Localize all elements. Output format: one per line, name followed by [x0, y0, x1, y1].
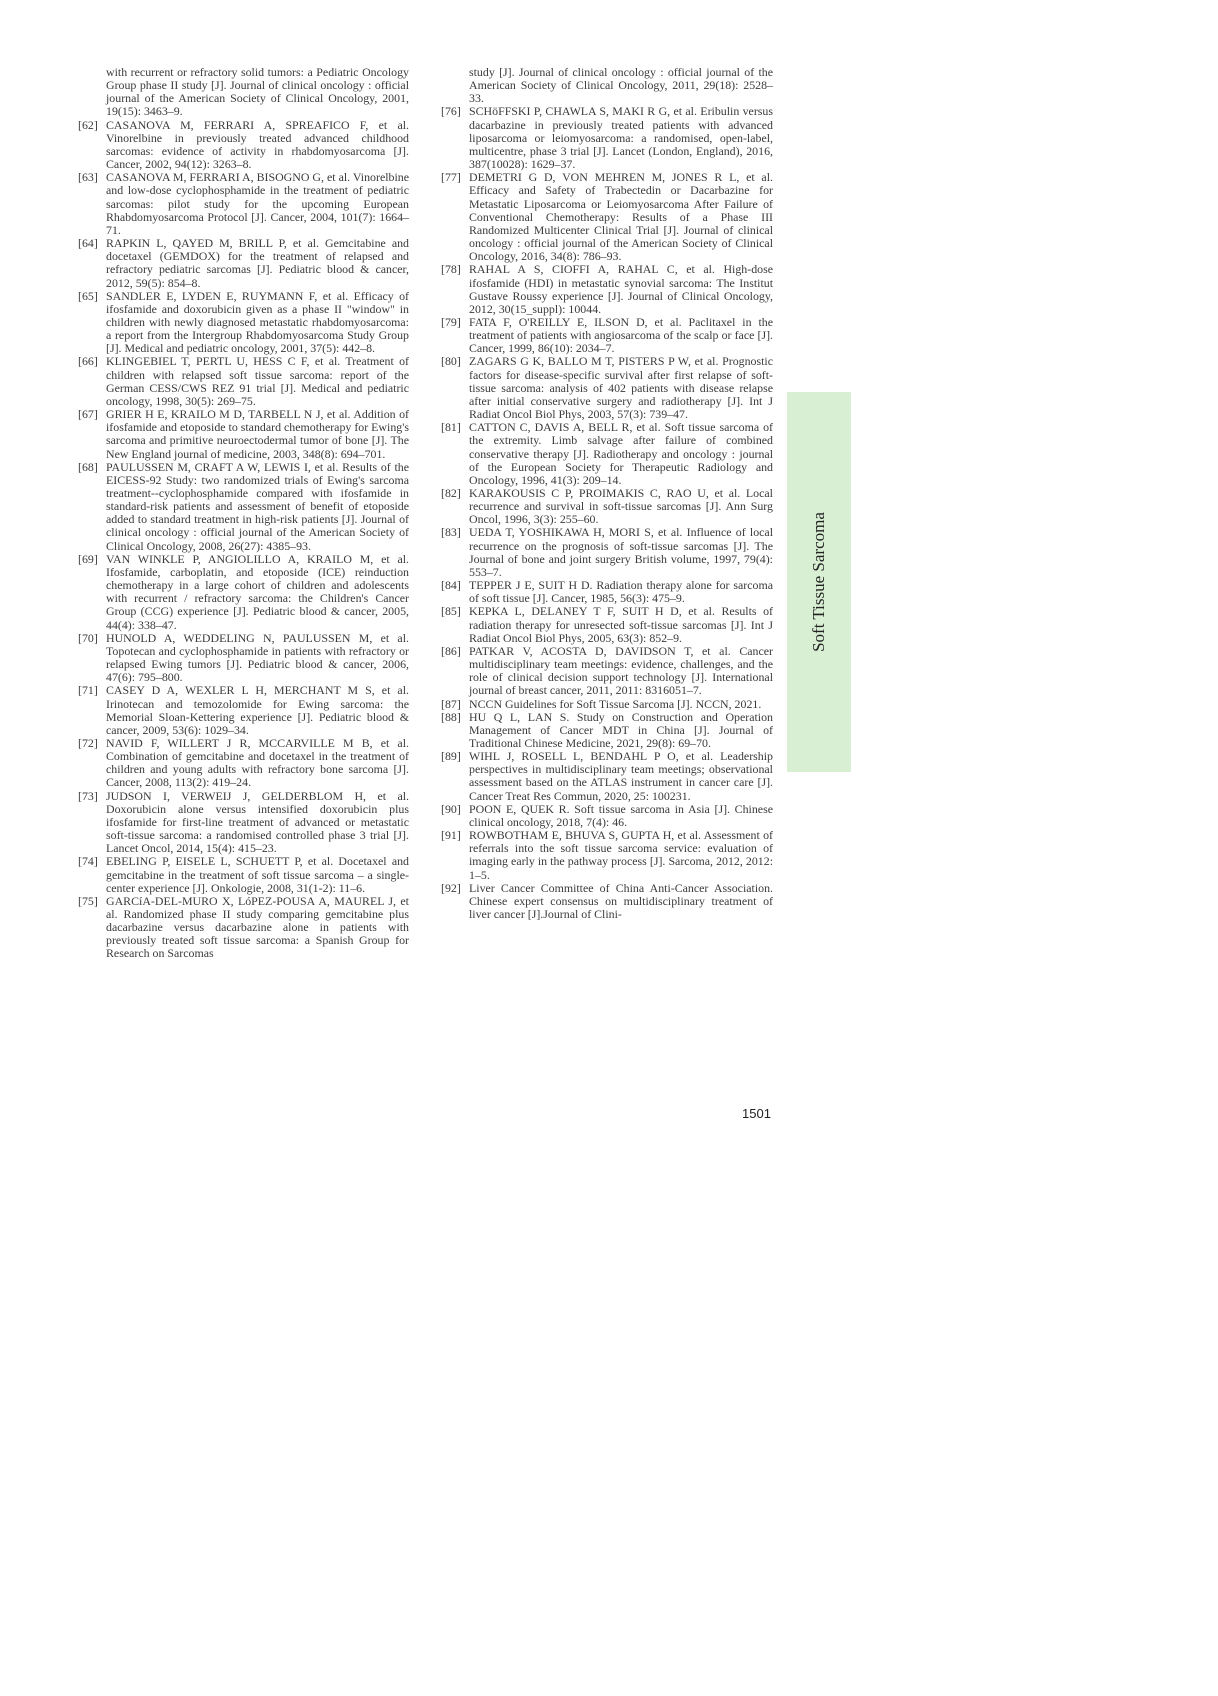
- reference-continuation: with recurrent or refractory solid tumors: a Pediatric Oncology Group phase II study [J]. Journal of clinical oncology : official journal of the American Society of Clinical Oncology, 2001, 19(15): 3463–9.: [106, 65, 409, 119]
- reference-item: [441, 263, 773, 316]
- reference-item: [78, 408, 409, 461]
- reference-text: CASANOVA M, FERRARI A, SPREAFICO F, et al. Vinorelbine in previously treated advanced childhood sarcomas: evidence of activity in rhabdomyosarcoma [J]. Cancer, 2002, 94(12): 3263–8.: [106, 117, 409, 172]
- reference-number: [90]: [441, 801, 461, 816]
- reference-text: UEDA T, YOSHIKAWA H, MORI S, et al. Influence of local recurrence on the prognosis of soft-tissue sarcomas [J]. The Journal of bone and joint surgery British volume, 1997, 79(4): 553–7.: [469, 525, 773, 579]
- reference-text: PATKAR V, ACOSTA D, DAVIDSON T, et al. Cancer multidisciplinary team meetings: evidence, challenges, and the role of clinical decision support technology [J]. International journal of breast cancer, 2011, 2011: 8316051–7.: [469, 643, 773, 698]
- reference-item: [441, 698, 773, 711]
- reference-text: ZAGARS G K, BALLO M T, PISTERS P W, et al. Prognostic factors for disease-specific survival after first relapse of soft-tissue sarcoma: analysis of 402 patients with disease relapse after initial conservative surgery and radiotherapy [J]. Int J Radiat Oncol Biol Phys, 2003, 57(3): 739–47.: [469, 354, 773, 422]
- reference-item: [441, 750, 773, 803]
- reference-number: [66]: [78, 354, 98, 369]
- section-side-tab-label: Soft Tissue Sarcoma: [809, 512, 828, 652]
- reference-number: [92]: [441, 880, 461, 895]
- reference-number: [65]: [78, 288, 98, 303]
- reference-item: [78, 855, 409, 894]
- reference-text: VAN WINKLE P, ANGIOLILLO A, KRAILO M, et al. Ifosfamide, carboplatin, and etoposide (ICE) reinduction chemotherapy in a large cohort of children and adolescents with recurrent / refractory sarcoma: the Children's Cancer Group (CCG) experience [J]. Pediatric blood & cancer, 2005, 44(4): 338–47.: [106, 551, 409, 632]
- section-side-tab: [787, 392, 851, 772]
- right-reference-column: [441, 66, 773, 921]
- reference-item: [441, 803, 773, 829]
- reference-number: [88]: [441, 709, 461, 724]
- reference-text: CATTON C, DAVIS A, BELL R, et al. Soft tissue sarcoma of the extremity. Limb salvage after failure of combined conservative therapy [J]. Radiotherapy and oncology : journal of the European Society for Therapeutic Radiology and Oncology, 1996, 41(3): 209–14.: [469, 420, 773, 487]
- reference-number: [68]: [78, 459, 98, 474]
- reference-text: EBELING P, EISELE L, SCHUETT P, et al. Docetaxel and gemcitabine in the treatment of soft tissue sarcoma – a single-center experience [J]. Onkologie, 2008, 31(1-2): 11–6.: [106, 854, 409, 895]
- reference-number: [67]: [78, 407, 98, 422]
- reference-number: [71]: [78, 683, 98, 698]
- reference-number: [91]: [441, 828, 461, 843]
- reference-number: [82]: [441, 486, 461, 500]
- reference-item: [441, 829, 773, 882]
- reference-number: [79]: [441, 314, 461, 329]
- reference-text: KARAKOUSIS C P, PROIMAKIS C, RAO U, et al. Local recurrence and survival in soft-tissue sarcomas [J]. Ann Surg Oncol, 1996, 3(3): 255–60.: [469, 486, 773, 527]
- reference-number: [80]: [441, 354, 461, 369]
- reference-number: [74]: [78, 854, 98, 869]
- reference-text: RAHAL A S, CIOFFI A, RAHAL C, et al. High-dose ifosfamide (HDI) in metastatic synovial sarcoma: The Institut Gustave Roussy experience [J]. Journal of Clinical Oncology, 2012, 30(15_suppl): 10044.: [469, 262, 773, 316]
- reference-number: [76]: [441, 104, 461, 119]
- reference-number: [73]: [78, 788, 98, 803]
- reference-number: [78]: [441, 262, 461, 277]
- reference-number: [63]: [78, 170, 98, 185]
- reference-text: HU Q L, LAN S. Study on Construction and Operation Management of Cancer MDT in China [J]. Journal of Traditional Chinese Medicine, 2021, 29(8): 69–70.: [469, 709, 773, 750]
- reference-number: [86]: [441, 643, 461, 658]
- reference-number: [81]: [441, 420, 461, 435]
- reference-text: GRIER H E, KRAILO M D, TARBELL N J, et al. Addition of ifosfamide and etoposide to standard chemotherapy for Ewing's sarcoma and primitive neuroectodermal tumor of bone [J]. The New England journal of medicine, 2003, 348(8): 694–701.: [106, 407, 409, 461]
- reference-text: RAPKIN L, QAYED M, BRILL P, et al. Gemcitabine and docetaxel (GEMDOX) for the treatment of relapsed and refractory pediatric sarcomas [J]. Pediatric blood & cancer, 2012, 59(5): 854–8.: [106, 236, 409, 290]
- reference-item: [441, 526, 773, 579]
- reference-text: Liver Cancer Committee of China Anti-Cancer Association. Chinese expert consensus on multidisciplinary treatment of liver cancer [J].Journal of Clini-: [469, 880, 773, 921]
- reference-item: [441, 171, 773, 263]
- reference-text: PAULUSSEN M, CRAFT A W, LEWIS I, et al. Results of the EICESS-92 Study: two randomized trials of Ewing's sarcoma treatment--cyclophosphamide compared with ifosfamide in standard-risk patients and assessment of benefit of etoposide added to standard treatment in high-risk patients [J]. Journal of clinical oncology : official journal of the American Society of Clinical Oncology, 2008, 26(27): 4385–93.: [106, 459, 409, 553]
- reference-text: KLINGEBIEL T, PERTL U, HESS C F, et al. Treatment of children with relapsed soft tissue sarcoma: report of the German CESS/CWS REZ 91 trial [J]. Medical and pediatric oncology, 1998, 30(5): 269–75.: [106, 354, 409, 408]
- reference-number: [62]: [78, 117, 98, 132]
- reference-number: [70]: [78, 630, 98, 645]
- reference-item: [78, 119, 409, 172]
- reference-text: KEPKA L, DELANEY T F, SUIT H D, et al. Results of radiation therapy for unresected soft-tissue sarcomas [J]. Int J Radiat Oncol Biol Phys, 2005, 63(3): 852–9.: [469, 604, 773, 645]
- reference-item: [441, 711, 773, 750]
- reference-number: [87]: [441, 696, 461, 711]
- reference-item: [441, 882, 773, 921]
- reference-number: [84]: [441, 578, 461, 593]
- page-number: 1501: [742, 1106, 771, 1121]
- reference-item: [441, 355, 773, 421]
- reference-text: SCHöFFSKI P, CHAWLA S, MAKI R G, et al. Eribulin versus dacarbazine in previously treated patients with advanced liposarcoma or leiomyosarcoma: a randomised, open-label, multicentre, phase 3 trial [J]. Lancet (London, England), 2016, 387(10028): 1629–37.: [469, 104, 773, 172]
- reference-item: [78, 895, 409, 961]
- reference-number: [69]: [78, 551, 98, 566]
- reference-text: HUNOLD A, WEDDELING N, PAULUSSEN M, et al. Topotecan and cyclophosphamide in patients with refractory or relapsed Ewing tumors [J]. Pediatric blood & cancer, 2006, 47(6): 795–800.: [106, 630, 409, 685]
- reference-item: [441, 487, 773, 526]
- reference-text: NCCN Guidelines for Soft Tissue Sarcoma [J]. NCCN, 2021.: [469, 696, 762, 711]
- reference-text: CASEY D A, WEXLER L H, MERCHANT M S, et al. Irinotecan and temozolomide for Ewing sarcoma: the Memorial Sloan-Kettering experience [J]. Pediatric blood & cancer, 2009, 53(6): 1029–34.: [106, 683, 409, 737]
- reference-text: FATA F, O'REILLY E, ILSON D, et al. Paclitaxel in the treatment of patients with angiosarcoma of the scalp or face [J]. Cancer, 1999, 86(10): 2034–7.: [469, 314, 773, 356]
- reference-item: [441, 105, 773, 171]
- reference-item: [441, 645, 773, 698]
- reference-number: [89]: [441, 749, 461, 764]
- reference-number: [72]: [78, 735, 98, 750]
- reference-text: GARCíA-DEL-MURO X, LóPEZ-POUSA A, MAUREL J, et al. Randomized phase II study comparing gemcitabine plus dacarbazine versus dacarbazine alone in patients with previously treated soft tissue sarcoma: a Spanish Group for Research on Sarcomas: [106, 893, 409, 961]
- reference-item: [78, 553, 409, 632]
- reference-continuation: study [J]. Journal of clinical oncology : official journal of the American Society of Clinical Oncology, 2011, 29(18): 2528–33.: [469, 65, 773, 106]
- reference-text: DEMETRI G D, VON MEHREN M, JONES R L, et al. Efficacy and Safety of Trabectedin or Dacarbazine for Metastatic Liposarcoma or Leiomyosarcoma After Failure of Conventional Chemotherapy: Results of a Phase III Randomized Multicenter Clinical Trial [J]. Journal of clinical oncology : official journal of the American Society of Clinical Oncology, 2016, 34(8): 786–93.: [469, 170, 773, 264]
- reference-number: [64]: [78, 236, 98, 251]
- reference-text: POON E, QUEK R. Soft tissue sarcoma in Asia [J]. Chinese clinical oncology, 2018, 7(4): 46.: [469, 801, 773, 829]
- reference-item: [78, 737, 409, 790]
- reference-item: [78, 237, 409, 290]
- reference-item: [78, 171, 409, 237]
- reference-item: [78, 290, 409, 356]
- reference-item: [78, 684, 409, 737]
- reference-item: [78, 632, 409, 685]
- reference-text: ROWBOTHAM E, BHUVA S, GUPTA H, et al. Assessment of referrals into the soft tissue sarcoma service: evaluation of imaging early in the pathway process [J]. Sarcoma, 2012, 2012: 1–5.: [469, 828, 773, 882]
- reference-text: TEPPER J E, SUIT H D. Radiation therapy alone for sarcoma of soft tissue [J]. Cancer, 1985, 56(3): 475–9.: [469, 578, 773, 606]
- left-reference-column: [78, 66, 409, 961]
- reference-number: [85]: [441, 604, 461, 619]
- reference-text: JUDSON I, VERWEIJ J, GELDERBLOM H, et al. Doxorubicin alone versus intensified doxorubicin plus ifosfamide for first-line treatment of advanced or metastatic soft-tissue sarcoma: a randomised controlled phase 3 trial [J]. Lancet Oncol, 2014, 15(4): 415–23.: [106, 788, 409, 856]
- reference-item: [78, 461, 409, 553]
- reference-number: [75]: [78, 893, 98, 908]
- reference-number: [77]: [441, 170, 461, 185]
- reference-item: [441, 605, 773, 644]
- reference-text: WIHL J, ROSELL L, BENDAHL P O, et al. Leadership perspectives in multidisciplinary team meetings; observational assessment based on the ATLAS instrument in cancer care [J]. Cancer Treat Res Commun, 2020, 25: 100231.: [469, 749, 773, 803]
- reference-item: [78, 790, 409, 856]
- reference-number: [83]: [441, 525, 461, 540]
- reference-item: [441, 421, 773, 487]
- reference-text: SANDLER E, LYDEN E, RUYMANN F, et al. Efficacy of ifosfamide and doxorubicin given as a phase II "window" in children with newly diagnosed metastatic rhabdomyosarcoma: a report from the Intergroup Rhabdomyosarcoma Study Group [J]. Medical and pediatric oncology, 2001, 37(5): 442–8.: [106, 288, 409, 356]
- reference-item: [78, 355, 409, 408]
- reference-text: NAVID F, WILLERT J R, MCCARVILLE M B, et al. Combination of gemcitabine and docetaxel in the treatment of children and young adults with refractory bone sarcoma [J]. Cancer, 2008, 113(2): 419–24.: [106, 735, 409, 790]
- reference-item: [441, 579, 773, 605]
- reference-item: [441, 316, 773, 355]
- reference-text: CASANOVA M, FERRARI A, BISOGNO G, et al. Vinorelbine and low-dose cyclophosphamide in the treatment of pediatric sarcomas: pilot study for the upcoming European Rhabdomyosarcoma Protocol [J]. Cancer, 2004, 101(7): 1664–71.: [106, 170, 409, 237]
